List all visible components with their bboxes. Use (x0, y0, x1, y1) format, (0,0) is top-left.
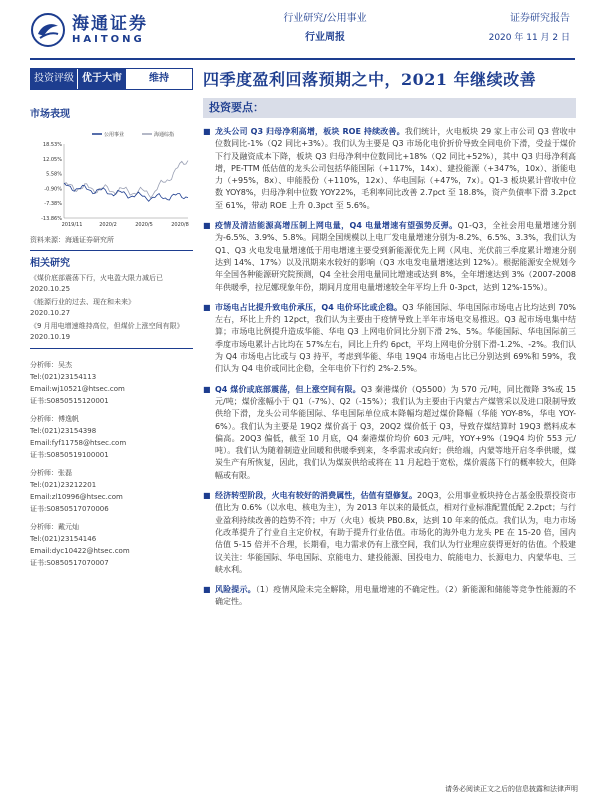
related-research-title: 相关研究 (30, 258, 70, 269)
key-points-header: 投资要点： (203, 98, 576, 118)
key-point (203, 126, 576, 212)
rating-value: 优于大市 (77, 69, 126, 89)
market-performance-title: 市场表现 (30, 109, 70, 120)
logo-chinese: 海通证券 (72, 14, 148, 34)
analyst-tel: Tel:(021)23154398 (30, 427, 97, 435)
logo-english: HAITONG (72, 34, 145, 45)
x-tick-label: 2020/5 (135, 222, 153, 228)
key-point-body: Q3 秦港煤价（Q5500）为 570 元/吨，同比微降 3%或 15 元/吨；煤价涨幅小于 Q1（-7%）、Q2（-15%）；我们认为主要由于内蒙古产煤管采以及进口限制导致供给下滑，龙头公司华能国际、华电国际单位成本降幅均超过煤价降幅（华能 YOY-8%，华电 YOY-6%）。我们认为主要是 19Q2 煤价高于 Q3，20Q2 煤价低于 Q3，导致存煤结算时 19Q3 燃料成本偏高。20Q3 偏低，截至 10 月底，Q4 秦港煤价均价 603 元/吨，YOY+9%（19Q4 均价 553 元/吨）。我们认为随着制造业回暖和供暖季到来，冬季需求或向好；供给端，内蒙等地开启冬季供暖，煤炭生产有所恢复，因此，我们认为煤炭供给或将在 11 月起趋于宽松，煤价震荡下行的概率较大，但降幅或有限。 (215, 384, 576, 480)
bullet-icon: ■ (203, 302, 211, 312)
series-line-utilities (64, 183, 188, 201)
analyst-tel: Tel:(021)23154146 (30, 535, 97, 543)
related-item-title[interactable]: 《能源行业的过去、现在和未来》 (30, 298, 135, 306)
analyst-cert: 证书:S0850519100001 (30, 451, 109, 459)
key-point-heading: 经济转型阶段，火电有较好的消费属性，估值有望修复。 (215, 491, 418, 501)
rating-label: 投资评级 (31, 69, 77, 89)
key-point-heading: Q4 煤价或底部震荡，但上涨空间有限。 (215, 384, 361, 394)
related-item[interactable] (30, 297, 193, 319)
related-item-date: 2020.10.25 (30, 285, 71, 293)
chart-source: 资料来源：海通证券研究所 (30, 234, 193, 251)
analyst-cert: 证书:S0850515120001 (30, 397, 109, 405)
related-research-list (30, 273, 193, 343)
main-content (203, 68, 576, 617)
y-tick-label: -0.90% (44, 186, 62, 193)
market-chart (30, 126, 193, 234)
key-point-body: Q3 华能国际、华电国际市场电占比均达到 70%左右，环比上升约 12pct，我们认为主要由于疫情导致上半年市场电交易推迟。Q3 起市场电集中结算；市场电比例提升造成华能、华电 Q3 上网电价同比分别下滑 2%、5%。华能国际、华电国际前三季度市场电累计占比均在 57%左右，同比上升约 6pct，平均上网电价分别下滑-1.2%、-2%。我们认为 Q4 市场电占比或与 Q3 持平，考虑到华能、华电 19Q4 市场电占比已分别达到 69%和 59%，我们认为 Q4 电价或同比企稳，全年电价下行约 2%-2.5%。 (215, 302, 576, 374)
key-point-body: 20Q3，公用事业板块持仓占基金股票投资市值比为 0.6%（以水电、核电为主），为 2013 年以来的最低点，相对行业标准配置低配 2.2pct；与行业盈利持续改善的趋势不符；中万（火电）板块 PB0.8x，达到 10 年来的低点。我们认为，电力市场化改革提升了行业自主定价权，有助于提升行业估值。市场化的海外电力龙头 PE 在 15-20 倍，国内估值 5-15 倍并不合理，长期看，电力需求仍有上涨空间，我们认为行业理应获得更好的估值。个股建议关注：华能国际、华电国际、京能电力、建投能源、国投电力、皖能电力、长源电力、内蒙华电、三峡水利。 (215, 491, 576, 574)
key-point-heading: 市场电占比提升致电价承压，Q4 电价环比或企稳。 (215, 302, 403, 312)
x-tick-label: 2020/2 (99, 222, 117, 228)
analyst-email[interactable]: Email:fyf11758@htsec.com (30, 439, 127, 447)
key-points-list (203, 126, 576, 609)
report-type: 行业周报 (305, 32, 345, 43)
key-point-body: （1）疫情风险未完全解除，用电量增速的不确定性。（2）新能源和储能等竞争性能源的不确定性。 (215, 585, 576, 607)
key-point-heading: 龙头公司 Q3 归母净利高增，板块 ROE 持续改善。 (215, 127, 405, 136)
related-item-title[interactable]: 《煤价底部震荡下行，火电盈大限力减后已 (30, 274, 163, 282)
rating-box (30, 68, 193, 90)
report-title: 四季度盈利回落预期之中，2021 年继续改善 (203, 70, 537, 89)
x-tick-label: 2020/8 (171, 222, 189, 228)
key-point-heading: 疫情及清洁能源高增压制上网电量，Q4 电量增速有望强势反弹。 (215, 221, 458, 231)
bullet-icon: ■ (203, 491, 211, 501)
haitong-logo-icon (30, 12, 66, 48)
disclaimer-footer: 请务必阅读正文之后的信息披露和法律声明 (445, 785, 578, 793)
bullet-icon: ■ (203, 585, 211, 595)
bullet-icon: ■ (203, 221, 211, 231)
key-point-heading: 风险提示。 (215, 585, 256, 595)
report-header (0, 0, 600, 56)
sidebar (30, 68, 193, 569)
y-tick-label: 12.05% (42, 156, 62, 163)
key-point (203, 302, 576, 376)
analyst-cert: 证书:S0850517070007 (30, 559, 109, 567)
sector-label: 行业研究/公用事业 (283, 13, 367, 24)
y-tick-label: -13.86% (41, 216, 62, 222)
haitong-logo (30, 10, 210, 50)
y-tick-label: -7.38% (44, 201, 62, 208)
analyst-email[interactable]: Email:dyc10422@htsec.com (30, 547, 130, 555)
report-date: 2020 年 11 月 2 日 (488, 33, 570, 43)
bullet-icon: ■ (203, 127, 211, 136)
related-divider (30, 348, 193, 349)
legend-label: 公用事业 (104, 132, 125, 138)
report-label: 证券研究报告 (510, 13, 570, 24)
analyst-name: 分析师：吴杰 (30, 361, 72, 369)
key-point (203, 220, 576, 294)
y-tick-label: 5.58% (46, 171, 62, 178)
key-point (203, 384, 576, 482)
header-divider (30, 58, 575, 60)
key-point-body: Q1-Q3，全社会用电量增速分别为-6.5%、3.9%、5.8%。同期全国规模以上电厂发电量增速分别为-8.2%、6.5%、3.3%，我们认为 Q1、Q3 火电发电量增速低于用电增速主要受到新能源优先上网（风电、光伏前三季度累计增速分别达到 14%、17%）以及汛期来水较好的影响（Q3 水电发电量增速达到 12%）。根据能源安全规划今年全国各种能源研究院预测，Q4 全社会用电量同比增速或达到 8%，全年增速达到 3%（2007-2008 年供暖季，拉尼娜现象年份，期间月度用电量增速较全年平均上升 0-3pct，达到 12%-15%）。 (215, 221, 576, 292)
analyst-name: 分析师：戴元灿 (30, 523, 79, 531)
bullet-icon: ■ (203, 384, 211, 394)
key-point (203, 490, 576, 576)
related-item-date: 2020.10.27 (30, 309, 71, 317)
market-chart-svg (30, 126, 193, 234)
legend-label: 海通综指 (154, 132, 175, 138)
related-item-title[interactable]: 《9 月用电增速维持高位，但煤价上涨空间有限》 (30, 322, 184, 330)
analyst-email[interactable]: Email:zl10996@htsec.com (30, 493, 123, 501)
related-item[interactable] (30, 321, 193, 343)
analyst-tel: Tel:(021)23154113 (30, 373, 97, 381)
key-point-body: 我们统计，火电板块 29 家上市公司 Q3 营收中位数同比-1%（Q2 同比+3%）。我们认为主要是 Q3 市场化电价折价导致全同电价下滑，受益于煤价下行及融资成本下降，板块 Q3 归母净利中位数同比+18%（Q2 同比+52%），其中 Q3 归母净利高增，PE-TTM 低估值的龙头公司包括华能国际（+117%，14x）、建投能源（+347%，10x）、浙能电力（+95%，8x）、申能股份（+110%，12x）、华电国际（+47%，7x）。Q1-3 板块累计营收中位数 YOY8%，归母净利中位数 YOY22%，毛利率同比改善 2.7pct 至 18.8%，资产负债率下滑 3.2pct 至 61%，带动 ROE 上升 0.3pct 至 5.6%。 (215, 127, 576, 210)
analyst-name: 分析师：傅逸帆 (30, 415, 79, 423)
key-point (203, 584, 576, 609)
analyst-block (30, 359, 193, 569)
y-tick-label: 18.53% (42, 142, 62, 148)
series-line-index (64, 161, 188, 198)
rating-action: 维持 (149, 73, 169, 84)
related-item-date: 2020.10.19 (30, 333, 71, 341)
x-tick-label: 2019/11 (61, 222, 83, 228)
analyst-name: 分析师：张磊 (30, 469, 72, 477)
related-item[interactable] (30, 273, 193, 295)
analyst-email[interactable]: Email:wj10521@htsec.com (30, 385, 125, 393)
analyst-tel: Tel:(021)23212201 (30, 481, 97, 489)
analyst-cert: 证书:S0850517070006 (30, 505, 109, 513)
